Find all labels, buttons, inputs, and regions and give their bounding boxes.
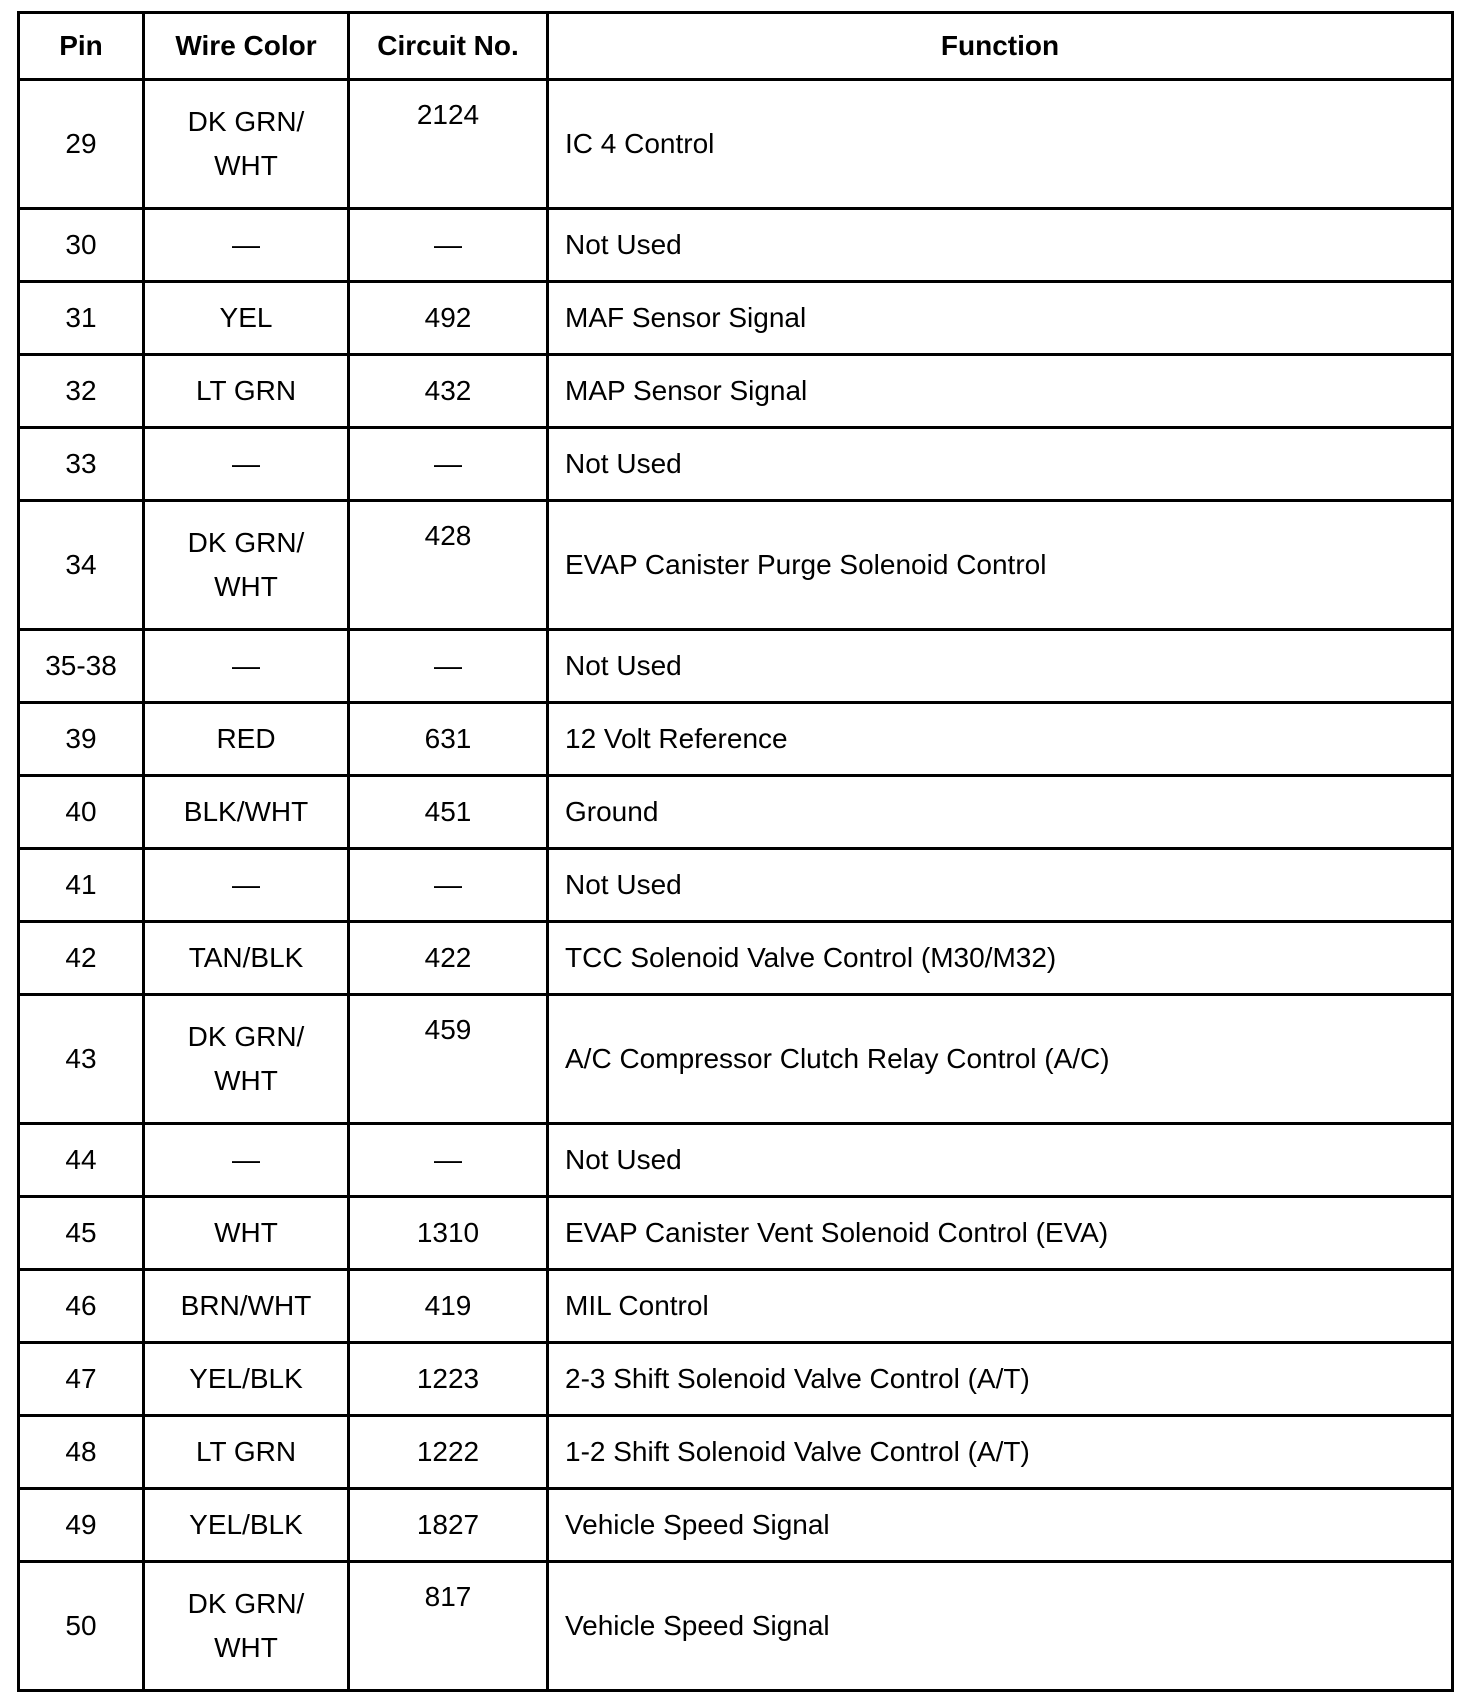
wire-color-line: DK GRN/: [187, 527, 305, 558]
wire-color-cell: [144, 1489, 349, 1562]
pin-cell: 48: [19, 1416, 144, 1489]
wire-color-line: BRN/WHT: [180, 1290, 312, 1321]
pin-cell: 29: [19, 80, 144, 209]
circuit-no-cell: 1310: [349, 1197, 548, 1270]
circuit-no-cell: 631: [349, 703, 548, 776]
function-cell: Not Used: [548, 1124, 1453, 1197]
pin-cell: 39: [19, 703, 144, 776]
wire-color-cell: [144, 355, 349, 428]
circuit-no-cell: —: [349, 428, 548, 501]
circuit-no-cell: 451: [349, 776, 548, 849]
table-row: [19, 995, 1453, 1124]
wire-color-line: YEL: [219, 302, 273, 333]
table-row: [19, 1416, 1453, 1489]
circuit-no-cell: 428: [349, 501, 548, 630]
circuit-no-cell: 2124: [349, 80, 548, 209]
pin-cell: 46: [19, 1270, 144, 1343]
wire-color-cell: [144, 80, 349, 209]
circuit-no-cell: 817: [349, 1562, 548, 1691]
function-cell: 12 Volt Reference: [548, 703, 1453, 776]
wire-color-line: YEL/BLK: [189, 1509, 303, 1540]
wire-color-line: DK GRN/: [187, 106, 305, 137]
circuit-no-cell: 1222: [349, 1416, 548, 1489]
wire-color-cell: [144, 1416, 349, 1489]
pin-cell: 30: [19, 209, 144, 282]
table-row: [19, 922, 1453, 995]
table-row: [19, 776, 1453, 849]
wire-color-line: —: [232, 1144, 260, 1175]
pin-cell: 40: [19, 776, 144, 849]
pin-cell: 49: [19, 1489, 144, 1562]
circuit-no-cell: 419: [349, 1270, 548, 1343]
pin-cell: 44: [19, 1124, 144, 1197]
wire-color-line: WHT: [214, 150, 278, 181]
table-row: [19, 80, 1453, 209]
circuit-no-cell: 422: [349, 922, 548, 995]
circuit-no-cell: 459: [349, 995, 548, 1124]
table-row: [19, 501, 1453, 630]
table-row: [19, 428, 1453, 501]
wire-color-line: YEL/BLK: [189, 1363, 303, 1394]
function-cell: Not Used: [548, 630, 1453, 703]
table-row: [19, 355, 1453, 428]
header-row: [19, 13, 1453, 80]
circuit-no-cell: 492: [349, 282, 548, 355]
table-row: [19, 1489, 1453, 1562]
wire-color-cell: [144, 995, 349, 1124]
table-row: [19, 1343, 1453, 1416]
table-row: [19, 1270, 1453, 1343]
function-cell: Not Used: [548, 849, 1453, 922]
function-cell: EVAP Canister Purge Solenoid Control: [548, 501, 1453, 630]
function-cell: TCC Solenoid Valve Control (M30/M32): [548, 922, 1453, 995]
wire-color-line: —: [232, 448, 260, 479]
function-cell: Not Used: [548, 428, 1453, 501]
function-cell: MAP Sensor Signal: [548, 355, 1453, 428]
circuit-no-cell: 1223: [349, 1343, 548, 1416]
pin-cell: 43: [19, 995, 144, 1124]
function-cell: 2-3 Shift Solenoid Valve Control (A/T): [548, 1343, 1453, 1416]
wire-color-cell: [144, 922, 349, 995]
wire-color-line: DK GRN/: [187, 1588, 305, 1619]
table-row: [19, 630, 1453, 703]
wire-color-line: WHT: [214, 1065, 278, 1096]
pin-cell: 45: [19, 1197, 144, 1270]
circuit-no-cell: —: [349, 630, 548, 703]
table-row: [19, 1197, 1453, 1270]
wire-color-cell: [144, 428, 349, 501]
header-circuit-no: Circuit No.: [349, 13, 548, 80]
function-cell: Ground: [548, 776, 1453, 849]
circuit-no-cell: —: [349, 209, 548, 282]
wire-color-cell: [144, 776, 349, 849]
pin-cell: 42: [19, 922, 144, 995]
pin-cell: 31: [19, 282, 144, 355]
wire-color-line: DK GRN/: [187, 1021, 305, 1052]
function-cell: Vehicle Speed Signal: [548, 1562, 1453, 1691]
function-cell: Vehicle Speed Signal: [548, 1489, 1453, 1562]
pin-cell: 33: [19, 428, 144, 501]
function-cell: EVAP Canister Vent Solenoid Control (EVA): [548, 1197, 1453, 1270]
wire-color-line: —: [232, 229, 260, 260]
circuit-no-cell: —: [349, 849, 548, 922]
function-cell: A/C Compressor Clutch Relay Control (A/C): [548, 995, 1453, 1124]
table-row: [19, 703, 1453, 776]
wire-color-line: LT GRN: [195, 1436, 297, 1467]
function-cell: IC 4 Control: [548, 80, 1453, 209]
circuit-no-cell: 1827: [349, 1489, 548, 1562]
circuit-no-cell: 432: [349, 355, 548, 428]
wire-color-cell: [144, 1343, 349, 1416]
wire-color-line: TAN/BLK: [188, 942, 304, 973]
wire-color-line: —: [232, 650, 260, 681]
wire-color-line: LT GRN: [195, 375, 297, 406]
pin-cell: 32: [19, 355, 144, 428]
function-cell: Not Used: [548, 209, 1453, 282]
function-cell: 1-2 Shift Solenoid Valve Control (A/T): [548, 1416, 1453, 1489]
wire-color-line: BLK/WHT: [183, 796, 309, 827]
wire-color-cell: [144, 1124, 349, 1197]
wire-color-cell: [144, 1562, 349, 1691]
pin-cell: 34: [19, 501, 144, 630]
header-wire-color: Wire Color: [144, 13, 349, 80]
wire-color-cell: [144, 703, 349, 776]
function-cell: MIL Control: [548, 1270, 1453, 1343]
wire-color-line: RED: [216, 723, 276, 754]
table-row: [19, 282, 1453, 355]
table-row: [19, 1124, 1453, 1197]
pinout-table: [17, 11, 1454, 1692]
wire-color-line: WHT: [214, 571, 278, 602]
wire-color-cell: [144, 1270, 349, 1343]
pin-cell: 50: [19, 1562, 144, 1691]
wire-color-cell: [144, 630, 349, 703]
wire-color-cell: [144, 1197, 349, 1270]
wire-color-line: WHT: [214, 1217, 278, 1248]
pin-cell: 47: [19, 1343, 144, 1416]
table-row: [19, 849, 1453, 922]
wire-color-cell: [144, 849, 349, 922]
header-function: Function: [548, 13, 1453, 80]
table-row: [19, 209, 1453, 282]
wire-color-cell: [144, 282, 349, 355]
table-row: [19, 1562, 1453, 1691]
pin-cell: 41: [19, 849, 144, 922]
wire-color-line: —: [232, 869, 260, 900]
function-cell: MAF Sensor Signal: [548, 282, 1453, 355]
wire-color-line: WHT: [214, 1632, 278, 1663]
wire-color-cell: [144, 209, 349, 282]
pin-cell: 35-38: [19, 630, 144, 703]
wire-color-cell: [144, 501, 349, 630]
header-pin: Pin: [19, 13, 144, 80]
circuit-no-cell: —: [349, 1124, 548, 1197]
